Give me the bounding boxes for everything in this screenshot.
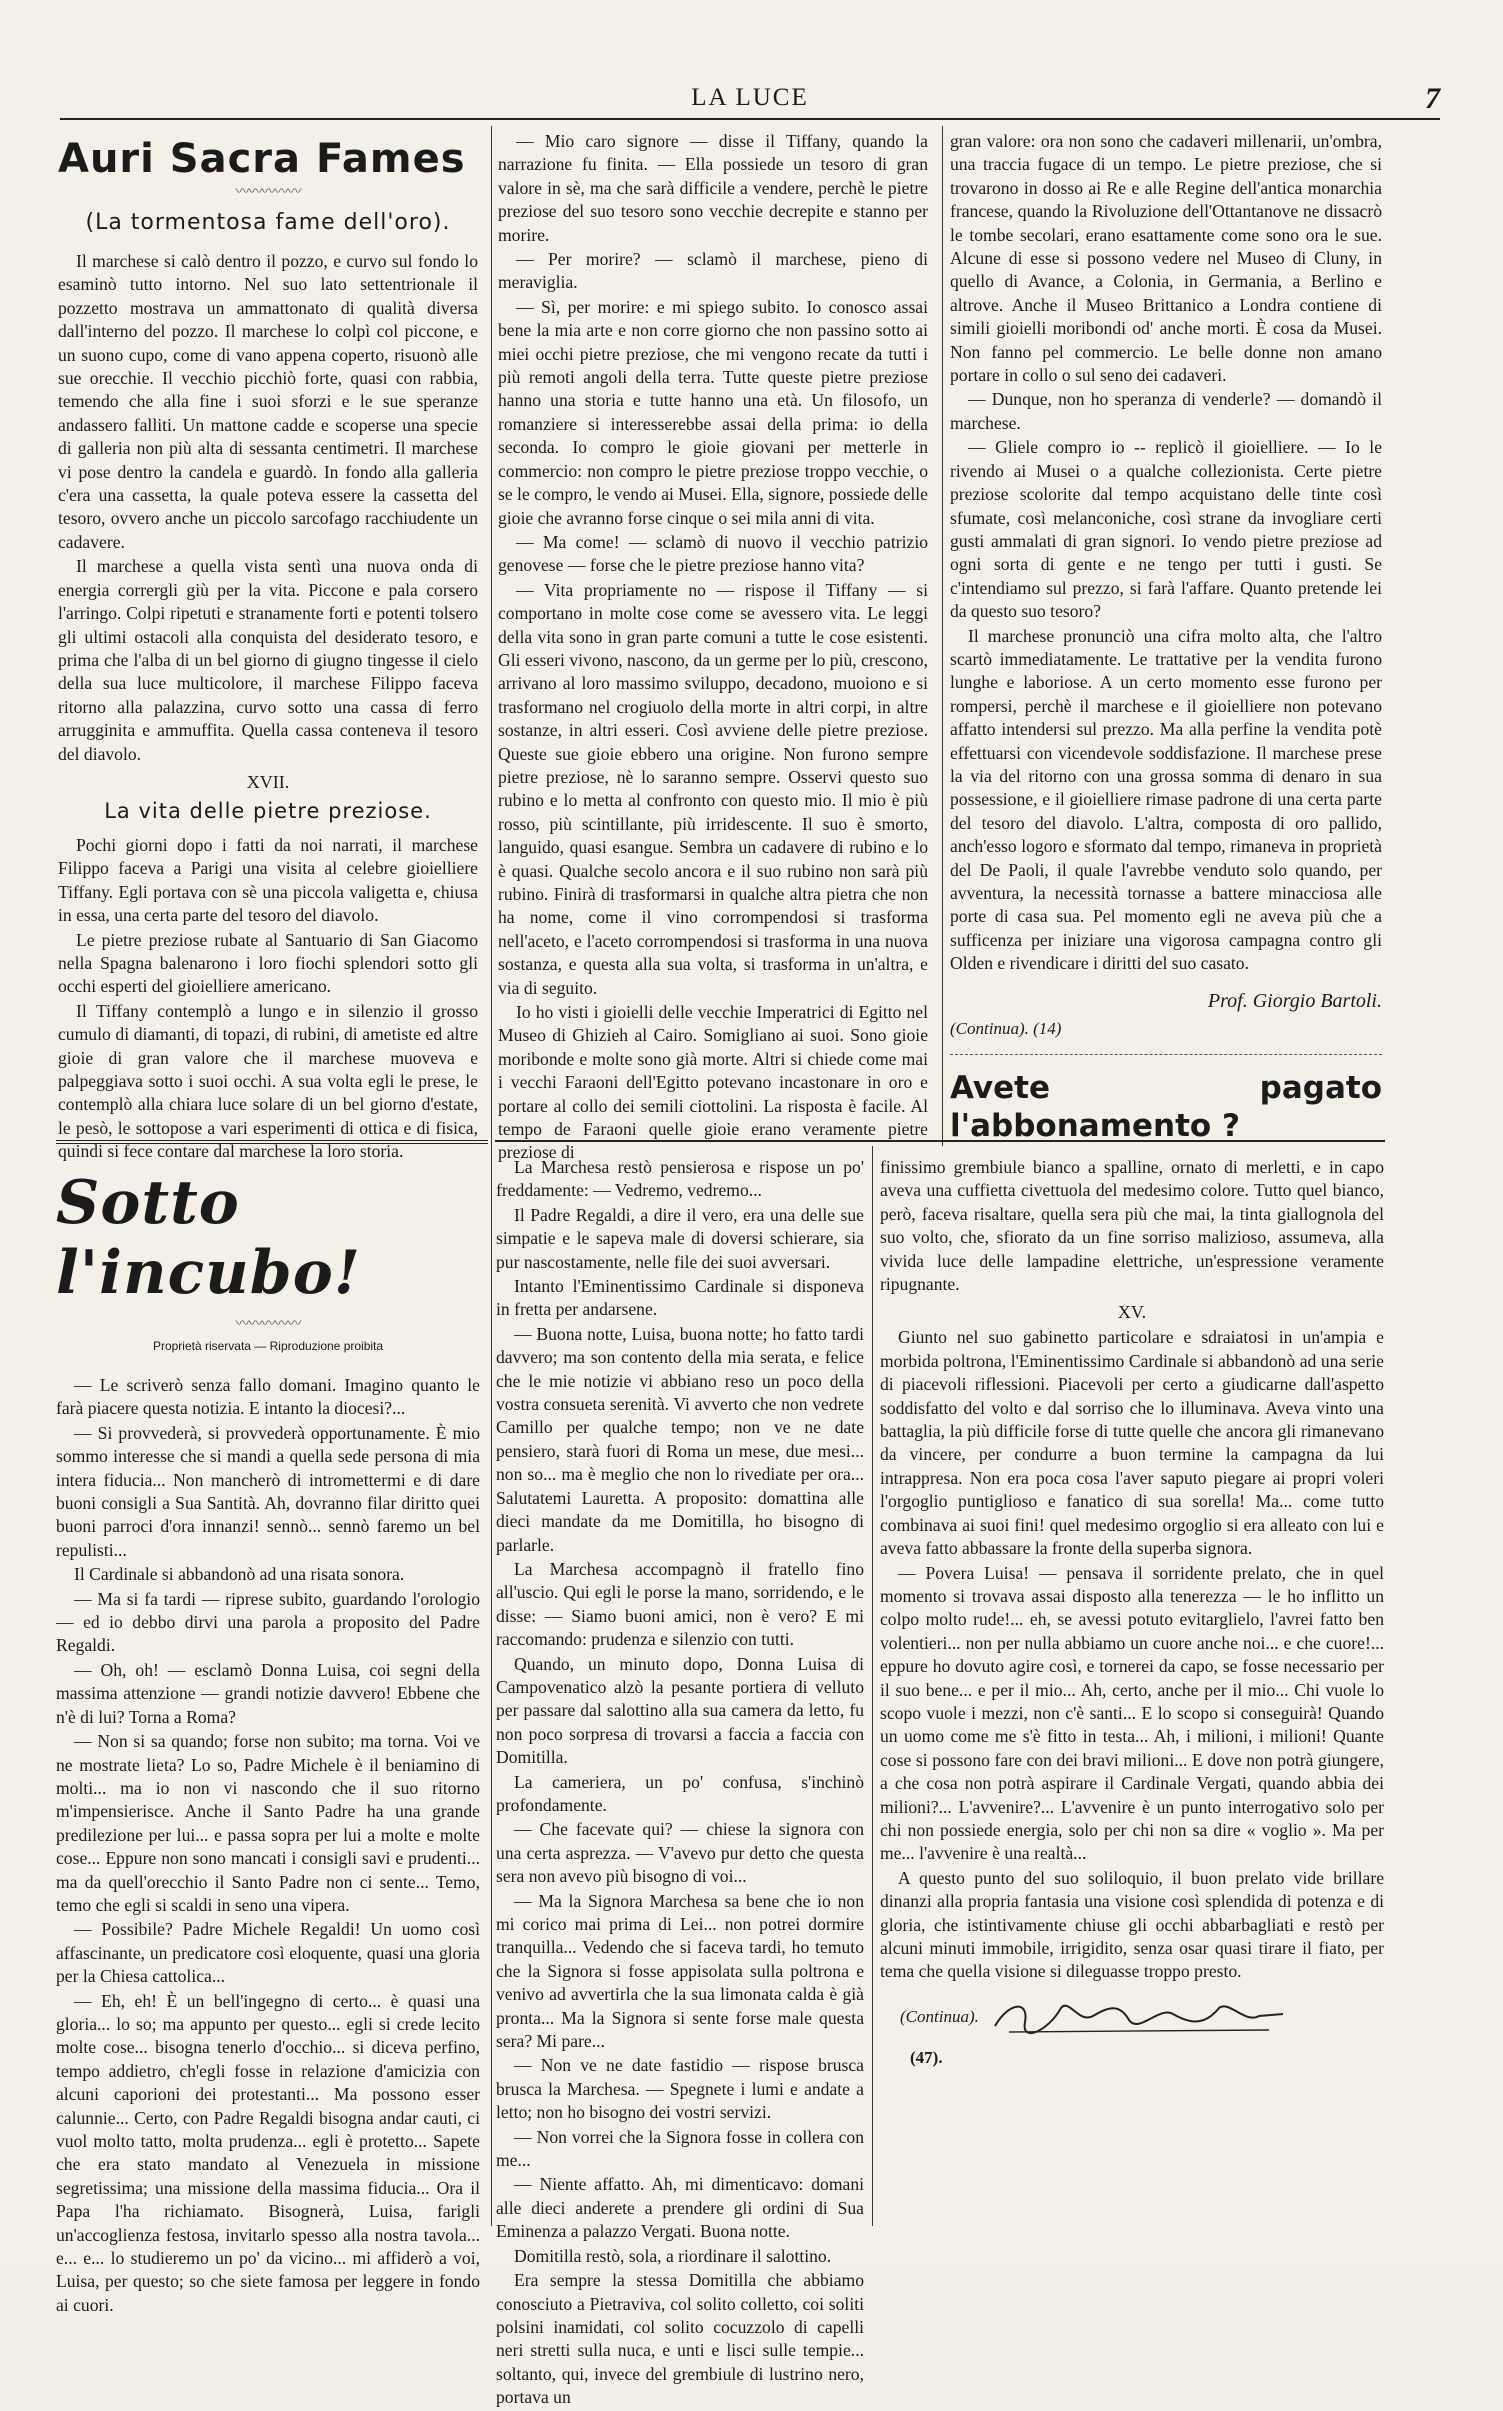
paragraph: — Sì, per morire: e mi spiego subito. Io conosco assai bene la mia arte e non corre giorno che non passino sotto ai miei occhi pietre preziose, che mi vengono recate da tutti i più remoti angoli della terra. Tutte queste pietre preziose hanno una storia e tutte hanno una età. Un filosofo, un romanziere si interesserebbe assai della prima: io della seconda. Io compro le gioie giovani per metterle in commercio: non compro le pietre preziose troppo vecchie, o se le compro, le vendo ai Musei. Ella, signore, possiede delle gioie che avranno forse cinque o sei mila anni di vita. <box>498 296 928 528</box>
feuilleton-column-1 <box>56 1150 480 2318</box>
column-divider <box>942 126 943 1146</box>
chapter-title: La vita delle pietre preziose. <box>104 798 432 823</box>
chapter-number: XV. <box>1117 1302 1147 1323</box>
paragraph: La cameriera, un po' confusa, s'inchinò profondamente. <box>496 1771 864 1815</box>
article-title: Auri Sacra Fames <box>58 136 466 182</box>
article-author: Prof. Giorgio Bartoli. <box>1207 989 1382 1012</box>
running-head <box>60 84 1440 114</box>
feuilleton-column-3 <box>880 1156 1384 2069</box>
paragraph: Il Tiffany contemplò a lungo e in silenzio il grosso cumulo di diamanti, di topazi, di rubini, di ametiste ed altre gioie di gran valore che il marchese muoveva e palpeggiava sotto i suoi occhi. A sua volta egli le prese, le contemplò alla chiara luce solare di un bel giorno d'estate, le pesò, le sottopose a vari esperimenti di ottica e di fisica, quindi si fece contare dal marchese la loro storia. <box>58 1000 478 1162</box>
installment-number: (47). <box>910 2047 943 2067</box>
section-rule <box>56 1140 488 1144</box>
rights-notice: Proprietà riservata — Riproduzione proibita <box>152 1339 384 1353</box>
paragraph: — Ma come! — sclamò di nuovo il vecchio patrizio genovese — forse che le pietre preziose hanno vita? <box>498 531 928 576</box>
handwritten-signature <box>989 1994 1289 2040</box>
ornament-divider: 〰〰〰〰〰 <box>235 1317 301 1332</box>
paragraph: La Marchesa restò pensierosa e rispose un po' freddamente: — Vedremo, vedremo... <box>496 1157 864 1201</box>
article-column-3 <box>950 130 1382 1145</box>
column-divider <box>491 1146 492 2226</box>
paragraph: Le pietre preziose rubate al Santuario di San Giacomo nella Spagna balenarono i loro fiochi splendori sotto gli occhi esperti del gioielliere americano. <box>58 929 478 997</box>
paragraph: A questo punto del suo soliloquio, il buon prelato vide brillare dinanzi alla propria fantasia una visione così splendida di potenza e di gloria, che istintivamente chiuse gli occhi abbarbagliati e restò per alcuni minuti immobile, irrigidito, senza osar quasi tirare il fiato, per tema che quella visione si dileguasse troppo presto. <box>880 1867 1384 1982</box>
paragraph: — Non ve ne date fastidio — rispose brusca brusca la Marchesa. — Spegnete i lumi e andate a letto; non ho bisogno dei vostri servizi. <box>496 2055 864 2123</box>
chapter-number: XVII. <box>246 771 290 792</box>
paragraph: Intanto l'Eminentissimo Cardinale si disponeva in fretta per andarsene. <box>496 1276 864 1320</box>
paragraph: Era sempre la stessa Domitilla che abbiamo conosciuto a Pietraviva, col solito colletto, coi soliti polsini inamidati, col solito cocuzzolo di capelli neri stretti sulla nuca, e unti e lisci sulle tempie... soltanto, qui, invece del grembiule di lustrino nero, portava un <box>496 2270 864 2408</box>
paragraph: — Per morire? — sclamò il marchese, pieno di meraviglia. <box>498 249 928 293</box>
paragraph: — Non vorrei che la Signora fosse in collera con me... <box>496 2126 864 2171</box>
paragraph: — Ma si fa tardi — riprese subito, guardando l'orologio — ed io debbo dirvi una parola a proposito del Padre Regaldi. <box>56 1588 480 1656</box>
paragraph: Giunto nel suo gabinetto particolare e sdraiatosi in un'ampia e morbida poltrona, l'Eminentissimo Cardinale si abbandonò ad una serie di piacevoli riflessioni. Piacevoli per certo a giudicarne dall'aspetto soddisfatto del volto e dal sorriso che lo illuminava. Aveva vinto una battaglia, la più difficile forse di tutte quelle che ancora gli rimanevano da vincere, per condurre a buon termine la campagna da lui intrappresa. Non era poca cosa l'aver saputo piegare ai propri voleri l'orgoglio puntiglioso e fanatico di sua sorella! Ma... come tutto combinava ai suoi fini! quel medesimo orgoglio si era alleato con lui e aveva fatto abbassare la fronte della superba signora. <box>880 1327 1384 1559</box>
ornament-divider: 〰〰〰〰〰 <box>235 185 301 200</box>
column-divider <box>491 126 492 1146</box>
paragraph: — Dunque, non ho speranza di venderle? — domandò il marchese. <box>950 389 1382 433</box>
newspaper-name: LA LUCE <box>691 84 809 111</box>
paragraph: finissimo grembiule bianco a spalline, ornato di merletti, e in capo aveva una cuffietta civettuola del medesimo colore. Tutto quel bianco, però, faceva risaltare, quella sera più che mai, la tinta giallognola del suo volto, che, sfiorato da un fine sorriso malizioso, assumeva, alla vivida luce delle lampadine elettriche, un'espressione veramente ripugnante. <box>880 1157 1384 1295</box>
paragraph: Quando, un minuto dopo, Donna Luisa di Campovenatico alzò la pesante portiera di velluto per passare dal salottino alla sua camera da letto, fu non poco sorpresa di trovarsi a faccia a faccia con Domitilla. <box>496 1653 864 1768</box>
paragraph: — Che facevate qui? — chiese la signora con una certa asprezza. — V'avevo pur detto che questa sera non avevo più bisogno di voi... <box>496 1819 864 1887</box>
paragraph: — Povera Luisa! — pensava il sorridente prelato, che in quel momento si trovava assai disposto alla tenerezza — le ho inflitto un colpo molto rude!... eh, se avessi potuto evitarglielo, l'avrei fatto ben volentieri... non per nulla abbiamo un cuore anche noi... e che cuore!... eppure ho dovuto agire così, e tornerei da capo, se fosse necessario per il suo bene... e per il mio... Ah, certo, anche per il mio... Chi vuole lo scopo vuole i mezzi, non c'è santi... E lo scopo si conseguirà! Quando un uomo come me s'è fitto in testa... Ah, i milioni, i milioni! Quante cose si possono fare con dei bravi milioni... E dove non potrà giungere, a che cosa non potrà aspirare il Cardinale Vergati, quando abbia dei milioni?... L'avvenire?... L'avvenire è un punto interrogativo solo per chi non possiede energia, solo per chi non sa dire « voglio ». Ma per me... l'avvenire è una realtà... <box>880 1562 1384 1864</box>
to-be-continued: (Continua). <box>900 2007 979 2027</box>
paragraph: — Le scriverò senza fallo domani. Imagino quanto le farà piacere questa notizia. E intanto la diocesi?... <box>56 1375 480 1419</box>
paragraph: Pochi giorni dopo i fatti da noi narrati, il marchese Filippo faceva a Parigi una visita al celebre gioielliere Tiffany. Egli portava con sè una piccola valigetta e, chiusa in essa, una certa parte del tesoro del diavolo. <box>58 834 478 926</box>
feuilleton-column-2 <box>496 1156 864 2411</box>
paragraph: Domitilla restò, sola, a riordinare il salottino. <box>514 2245 832 2266</box>
section-rule <box>950 1054 1382 1055</box>
section-rule <box>495 1140 1385 1142</box>
paragraph: gran valore: ora non sono che cadaveri millenarii, un'ombra, una traccia fugace di un tempo. Le pietre preziose, che si trovarono in dosso ai Re e alle Regine dell'antica monarchia francese, quando la Rivoluzione dell'Ottantanove ne dissacrò le tombe secolari, erano esattamente come sono ora le sue. Alcune di esse si possono vedere nel Museo di Cluny, in quello di Avance, a Colonia, in Germania, a Berlino e altrove. Anche il Museo Brittanico a Londra contiene di simili gioielli moribondi od' anche morti. È cosa da Musei. Non fanno pel commercio. Le belle donne non amano portare in collo o sul seno dei cadaveri. <box>950 131 1382 386</box>
article-column-2 <box>498 130 928 1166</box>
feuilleton-footer <box>880 1994 1384 2040</box>
paragraph: — Si provvederà, si provvederà opportunamente. È mio sommo interesse che si mandi a quella sede persona di mia intera fiducia... Non mancherò di intromettermi e di dare buoni consigli a Sua Santità. Ah, dovranno filar diritto quei buoni parroci d'ora innanzi! sennò... sennò faremo un bel repulisti... <box>56 1422 480 1560</box>
paragraph: — Mio caro signore — disse il Tiffany, quando la narrazione fu finita. — Ella possiede un tesoro di gran valore in sè, ma che sarà difficile a vendere, perchè le pietre preziose del suo tesoro sono vecchie decrepite e stanno per morire. <box>498 131 928 245</box>
paragraph: — Gliele compro io -- replicò il gioielliere. — Io le rivendo ai Musei o a qualche collezionista. Certe pietre preziose scolorite dal tempo acquistano delle tinte così sfumate, così melanconiche, così strane da invogliare certi gusti ammalati di gran signori. Io vendo pietre preziose ad ogni sorta di gente e ne tengo per tutti i gusti. Se c'intendiamo sul prezzo, si farà l'affare. Quanto pretende lei da questo suo tesoro? <box>950 437 1382 622</box>
article-column-1 <box>58 120 478 1165</box>
paragraph: — Ma la Signora Marchesa sa bene che io non mi corico mai prima di Lei... non potrei dormire tranquilla... Vedendo che si faceva tardi, ho temuto che la Signora si fosse appisolata sulla poltrona e venivo ad avvertirla che la sua limonata calda è già pronta... Ma la Signora si sente forse male questa sera? Mi pare... <box>496 1890 864 2052</box>
paragraph: — Niente affatto. Ah, mi dimenticavo: domani alle dieci anderete a prendere gli ordini di Sua Eminenza a palazzo Vergati. Buona notte. <box>496 2174 864 2242</box>
to-be-continued: (Continua). (14) <box>950 1019 1062 1039</box>
paragraph: Il marchese si calò dentro il pozzo, e curvo sul fondo lo esaminò tutto intorno. Nel suo lato settentrionale il pozzetto mostrava un ammattonato di qualità diversa dall'interno del pozzo. Il marchese lo colpì col piccone, e un suono cupo, come di vano appena coperto, risuonò alle sue orecchie. Il vecchio picchiò forte, quasi con rabbia, temendo che alla fine i suoi sforzi e le sue speranze andassero falliti. Un mattone cadde e scoperse una specie di galleria non più alta di sessanta centimetri. Il marchese vi pose dentro la candela e guardò. In fondo alla galleria c'era una cassetta, la quale poteva essere la cassetta del tesoro, ovvero anche un piccolo sarcofago racchiudente un cadavere. <box>58 251 478 552</box>
paragraph: Il marchese pronunciò una cifra molto alta, che l'altro scartò immediatamente. Le trattative per la vendita furono lunghe e laboriose. A un certo momento esse furono per rompersi, perchè il marchese e il gioielliere non potevano affatto intendersi sul prezzo. Ma alla perfine la vendita potè effettuarsi con vicendevole soddisfazione. Il marchese prese la via del ritorno con una grossa somma di denaro in sua possessione, e il gioielliere rimase padrone di una certa parte del tesoro del diavolo. L'altra, composta di oro pallido, anch'esso logoro e sformato dal tempo, rimaneva in proprietà del De Paoli, il quale l'avrebbe venduto solo quando, per avventura, la necessità tornasse a battere minacciosa alle porte di casa sua. Pel momento egli ne aveva più che a sufficenza per iniziare una vigorosa campagna contro gli Olden e rivendicare i diritti del suo casato. <box>950 625 1382 974</box>
column-divider <box>872 1146 873 2226</box>
paragraph: — Possibile? Padre Michele Regaldi! Un uomo così affascinante, un predicatore così eloquente, quasi una gloria per la Chiesa cattolica... <box>56 1919 480 1987</box>
paragraph: Il Cardinale si abbandonò ad una risata sonora. <box>74 1564 405 1585</box>
paragraph: Il Padre Regaldi, a dire il vero, era una delle sue simpatie e le sapeva male di doversi schierare, sia pur nascostamente, nelle file dei suoi avversari. <box>496 1204 864 1272</box>
article-subtitle: (La tormentosa fame dell'oro). <box>85 210 451 235</box>
paragraph: — Vita propriamente no — rispose il Tiffany — si comportano in molte cose come se avessero vita. Le leggi della vita sono in gran parte comuni a tutte le cose esistenti. Gli esseri vivono, nascono, da un germe per lo più, crescono, arrivano al loro massimo sviluppo, decadono, muoiono e si trasformano nel crogiuolo della morte in altri corpi, in altre sostanze, in altri esseri. Così avviene delle pietre preziose. Queste sue gioie ebbero una origine. Non furono sempre pietre preziose, nè lo saranno sempre. Osservi questo suo rubino e lo metta al confronto con questo mio. Il mio è più rosso, più scintillante, più irridescente. Il suo è smorto, languido, quasi esangue. Sembra un cadavere di rubino e lo è quasi. Qualche secolo ancora e il suo rubino non sarà più rubino. Finirà di trasformarsi in qualche altra pietra che non ha nome, come il vino corrompendosi si trasforma nell'aceto, e l'aceto corrompendosi si trasforma in una nuova sostanza, e questa alla sua volta, si trasforma in un'altra, e via di seguito. <box>498 579 928 998</box>
page-number: 7 <box>1425 82 1440 115</box>
feuilleton-title: Sotto l'incubo! <box>56 1168 362 1308</box>
subscription-notice: Avete pagato l'abbonamento ? <box>950 1070 1382 1145</box>
paragraph: La Marchesa accompagnò il fratello fino all'uscio. Qui egli le porse la mano, sorridendo, e le disse: — Siamo buoni amici, non è vero? E mi raccomando: prudenza e silenzio con tutti. <box>496 1558 864 1650</box>
paragraph: Io ho visti i gioielli delle vecchie Imperatrici di Egitto nel Museo di Ghizieh al Cairo. Somigliano ai suoi. Sono gioie moribonde e molte sono già morte. Altri si chiede come mai i vecchi Faraoni dell'Egitto potevano incastonare in oro e portare al collo dei semili ciottolini. La risposta è facile. Al tempo de Faraoni quelle gioie erano veramente pietre preziose di <box>498 1002 928 1163</box>
paragraph: — Buona notte, Luisa, buona notte; ho fatto tardi davvero; ma son contento della mia serata, e felice che le mie notizie vi abbiano reso un poco della vostra consueta serenità. Vi avverto che non vedrete Camillo per qualche tempo; non ve ne date pensiero, starà fuori di Roma un mese, due mesi... non so... ma è meglio che non lo rivediate per ora... Salutatemi Lauretta. A proposito: domattina alle dieci mandate da me Domitilla, ho bisogno di parlarle. <box>496 1323 864 1555</box>
paragraph: — Eh, eh! È un bell'ingegno di certo... è quasi una gloria... lo so; ma appunto per questo... egli si crede lecito molte cose... bisogna tenerlo d'occhio... si diceva perfino, tempo addietro, ch'egli fosse in relazione d'amicizia con alcuni caporioni dei protestanti... Ma possono esser calunnie... Certo, con Padre Regaldi bisogna andar cauti, ci vuol molto tatto, molta prudenza... egli è protetto... Sapete che era stato mandato al Venezuela in missione segretissima; una missione della massima fiducia... Ora il Papa l'ha richiamato. Bisognerà, Luisa, farigli un'accoglienza festosa, invitarlo spesso alla nostra tavola... e... e... lo studieremo un po' da vicino... mi affiderò a voi, Luisa, per questo; so che siete famosa per leggere in fondo ai cuori. <box>56 1990 480 2315</box>
paragraph: Il marchese a quella vista sentì una nuova onda di energia corrergli giù per la vita. Piccone e pala corsero l'arringo. Colpi ripetuti e stranamente forti e potenti tolsero gli ultimi ostacoli alla conquista del desiderato tesoro, e prima che l'alba di un bel giorno di giugno tingesse il cielo della sua luce multicolore, il marchese Filippo faceva ritorno alla palazzina, curvo sotto una cassa di ferro arrugginita e ammuffita. Quella cassa conteneva il tesoro del diavolo. <box>58 556 478 764</box>
paragraph: — Non si sa quando; forse non subito; ma torna. Voi ve ne mostrate lieta? Lo so, Padre Michele è il beniamino di molti... ma io non vi nascondo che il suo ritorno m'impensierisce. Anche il Santo Padre ha una grande predilezione per lui... e passa sopra per lui a molte e molte cose... Eppure non sono mancati i consigli savi e prudenti... ma da quell'orecchio il Santo Padre non ci sente... Temo, temo che egli si scaldi in seno una vipera. <box>56 1731 480 1915</box>
paragraph: — Oh, oh! — esclamò Donna Luisa, coi segni della massima attenzione — grandi notizie davvero! Ebbene che n'è di lui? Torna a Roma? <box>56 1659 480 1727</box>
